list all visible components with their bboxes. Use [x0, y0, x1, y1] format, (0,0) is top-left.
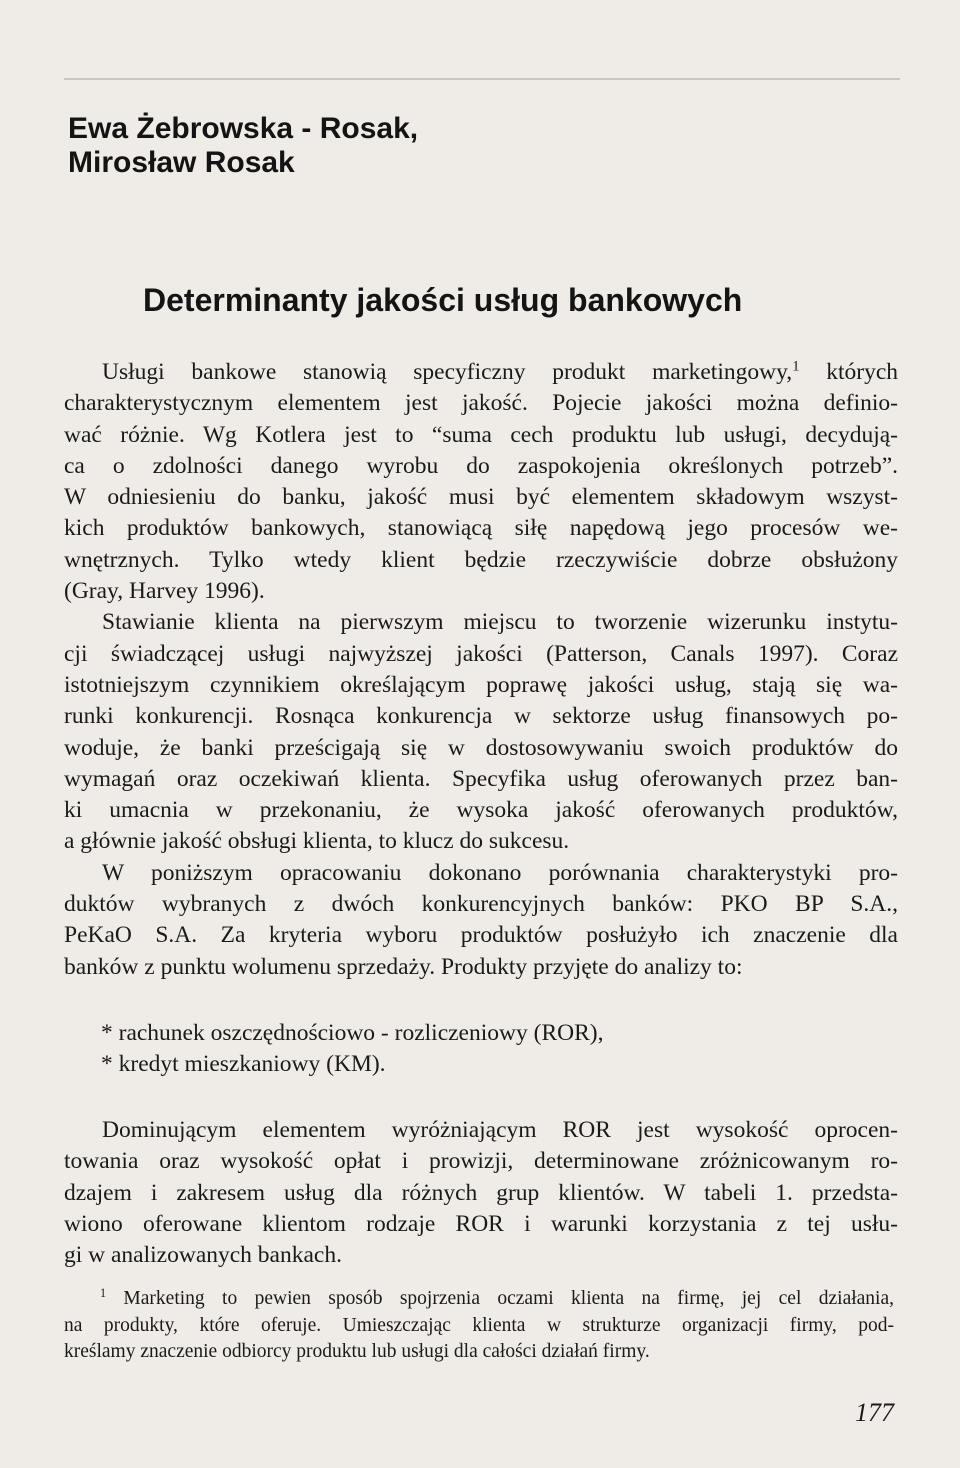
- paragraph-2-line: runki konkurencji. Rosnąca konkurencja w sektorze usług finansowych po-: [64, 703, 898, 730]
- author-1: Ewa Żebrowska - Rosak,: [68, 112, 419, 145]
- footnote-marker: 1: [100, 1285, 107, 1300]
- paragraph-1-line: charakterystycznym elementem jest jakość. Pojecie jakości można definio-: [64, 390, 898, 417]
- paragraph-4-line: dzajem i zakresem usług dla różnych grup klientów. W tabeli 1. przedsta-: [64, 1179, 898, 1206]
- paragraph-2-line: Stawianie klienta na pierwszym miejscu to tworzenie wizerunku instytu-: [102, 609, 898, 636]
- paragraph-1-line: wać różnie. Wg Kotlera jest to “suma cech produktu lub usługi, decydują-: [64, 421, 898, 448]
- paragraph-1-line: (Gray, Harvey 1996).: [64, 578, 265, 605]
- footnote-line-1-text: Marketing to pewien sposób spojrzenia oczami klienta na firmę, jej cel działania,: [106, 1288, 894, 1309]
- paragraph-2-line: wymagań oraz oczekiwań klienta. Specyfika usług oferowanych przez ban-: [64, 765, 898, 792]
- paragraph-2-line: cji świadczącej usługi najwyższej jakości (Patterson, Canals 1997). Coraz: [64, 640, 898, 667]
- paragraph-4-line: Dominującym elementem wyróżniającym ROR jest wysokość oprocen-: [102, 1117, 898, 1143]
- p1-l1-text: Usługi bankowe stanowią specyficzny produkt marketingowy,: [102, 359, 793, 385]
- paragraph-1-line: wnętrznych. Tylko wtedy klient będzie rzeczywiście dobrze obsłużony: [64, 546, 898, 573]
- paragraph-1-line: W odniesieniu do banku, jakość musi być elementem składowym wszyst-: [64, 484, 898, 511]
- footnote-line: kreślamy znaczenie odbiorcy produktu lub usługi dla całości działań firmy.: [64, 1341, 650, 1362]
- header-rule: [64, 78, 900, 80]
- product-list: [101, 1018, 603, 1081]
- footnote-line: na produkty, które oferuje. Umieszczając klienta w strukturze organizacji firmy, pod-: [64, 1314, 894, 1336]
- paragraph-2-line: woduje, że banki prześcigają się w dostosowywaniu swoich produktów do: [64, 734, 898, 761]
- paragraph-1-line: ca o zdolności danego wyrobu do zaspokojenia określonych potrzeb”.: [64, 452, 898, 479]
- paragraph-4-line: gi w analizowanych bankach.: [64, 1242, 342, 1269]
- paragraph-3-line: W poniższym opracowaniu dokonano porównania charakterystyki pro-: [102, 859, 898, 886]
- body-text: [64, 357, 898, 983]
- paragraph-4-line: wiono oferowane klientom rodzaje ROR i warunki korzystania z tej usłu-: [64, 1210, 898, 1237]
- article-title: Determinanty jakości usług bankowych: [143, 282, 743, 318]
- footnote-ref: 1: [792, 358, 800, 375]
- body-text-continued: [64, 1115, 898, 1271]
- footnote: [64, 1286, 894, 1366]
- paragraph-1-line: kich produktów bankowych, stanowiącą siłę napędową jego procesów we-: [64, 515, 898, 542]
- authors: [68, 112, 418, 180]
- list-item: * rachunek oszczędnościowo - rozliczeniowy (ROR),: [101, 1020, 604, 1046]
- page-number: 177: [855, 1398, 894, 1427]
- paragraph-2-line: ki umacnia w przekonaniu, że wysoka jakość oferowanych produktów,: [64, 797, 898, 824]
- paragraph-2-line: istotniejszym czynnikiem określającym poprawę jakości usług, stają się wa-: [64, 671, 898, 698]
- paragraph-3-line: PeKaO S.A. Za kryteria wyboru produktów posłużyło ich znaczenie dla: [64, 922, 898, 949]
- list-item: * kredyt mieszkaniowy (KM).: [101, 1051, 386, 1078]
- author-2: Mirosław Rosak: [68, 146, 295, 179]
- footnote-line: [64, 1286, 894, 1313]
- paragraph-2-line: a głównie jakość obsługi klienta, to klucz do sukcesu.: [64, 828, 570, 855]
- paragraph-3-line: banków z punktu wolumenu sprzedaży. Produkty przyjęte do analizy to:: [64, 953, 743, 980]
- paragraph-4-line: towania oraz wysokość opłat i prowizji, determinowane zróżnicowanym ro-: [64, 1148, 898, 1175]
- p1-l1-tail: których: [799, 359, 898, 385]
- paragraph-1-line-1: [64, 357, 898, 388]
- paragraph-3-line: duktów wybranych z dwóch konkurencyjnych banków: PKO BP S.A.,: [64, 891, 898, 918]
